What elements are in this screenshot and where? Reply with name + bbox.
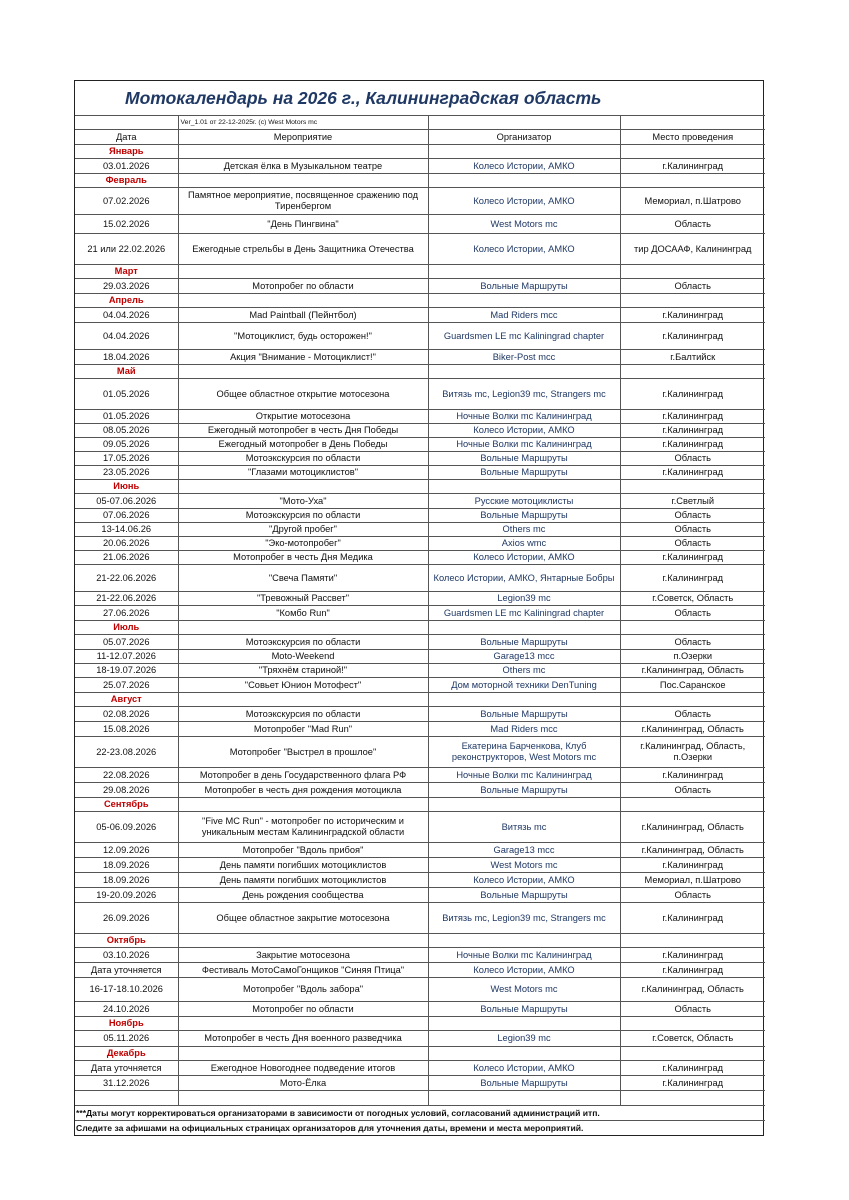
event-row [75,903,765,934]
month-spacer [428,480,620,494]
event-place: г.Советск, Область [620,592,765,606]
event-place: г.Калининград, Область [620,978,765,1002]
month-label: Июнь [75,480,178,494]
event-place: Область [620,635,765,650]
event-date: 08.05.2026 [75,424,178,438]
month-spacer [620,365,765,379]
event-date: 03.01.2026 [75,159,178,174]
event-name: Фестиваль МотоСамоГонщиков "Синяя Птица" [178,963,428,978]
month-spacer [178,798,428,812]
event-row [75,438,765,452]
event-organizer: Вольные Маршруты [428,707,620,722]
event-date: 29.08.2026 [75,783,178,798]
event-organizer: West Motors mc [428,215,620,234]
month-spacer [620,934,765,948]
event-organizer: Biker-Post mcc [428,350,620,365]
month-label: Ноябрь [75,1017,178,1031]
event-date: 18-19.07.2026 [75,664,178,678]
event-date: 21-22.06.2026 [75,592,178,606]
month-spacer [428,934,620,948]
event-organizer: Garage13 mcc [428,843,620,858]
month-spacer [178,265,428,279]
month-spacer [178,480,428,494]
event-row [75,523,765,537]
event-name: "Свеча Памяти" [178,565,428,592]
event-place: Область [620,707,765,722]
month-row [75,934,765,948]
event-row [75,308,765,323]
event-organizer: Колесо Истории, АМКО [428,159,620,174]
event-date: 21 или 22.02.2026 [75,234,178,265]
event-row [75,159,765,174]
event-organizer: Mad Riders mcc [428,308,620,323]
month-label: Сентябрь [75,798,178,812]
event-organizer: Вольные Маршруты [428,466,620,480]
event-date: 24.10.2026 [75,1002,178,1017]
event-row [75,1002,765,1017]
event-row [75,452,765,466]
event-organizer: Others mc [428,664,620,678]
event-row [75,565,765,592]
event-organizer: Дом моторной техники DenTuning [428,678,620,693]
event-place: г.Балтийск [620,350,765,365]
event-date: 22-23.08.2026 [75,737,178,768]
version-spacer [75,116,178,130]
event-organizer: Ночные Волки mc Калининград [428,768,620,783]
event-place: г.Калининград [620,410,765,424]
month-spacer [428,365,620,379]
event-name: Ежегодный мотопробег в честь Дня Победы [178,424,428,438]
event-date: 18.09.2026 [75,858,178,873]
event-date: 22.08.2026 [75,768,178,783]
event-place: г.Калининград [620,379,765,410]
event-place: г.Калининград [620,768,765,783]
page-title: Мотокалендарь на 2026 г., Калининградская область [75,81,765,116]
month-spacer [620,265,765,279]
event-date: 15.02.2026 [75,215,178,234]
event-organizer: Вольные Маршруты [428,279,620,294]
event-place: г.Калининград, Область [620,843,765,858]
event-organizer: Колесо Истории, АМКО [428,188,620,215]
event-organizer: Вольные Маршруты [428,452,620,466]
header-event: Мероприятие [178,130,428,145]
event-row [75,215,765,234]
month-spacer [178,145,428,159]
event-date: 09.05.2026 [75,438,178,452]
event-name: Открытие мотосезона [178,410,428,424]
event-date: 05-07.06.2026 [75,494,178,509]
event-date: 04.04.2026 [75,308,178,323]
event-name: Мотоэкскурсия по области [178,635,428,650]
event-name: Ежегодный мотопробег в День Победы [178,438,428,452]
event-name: "Тревожный Рассвет" [178,592,428,606]
event-name: Мотопробег в честь дня рождения мотоцикла [178,783,428,798]
event-date: 05-06.09.2026 [75,812,178,843]
event-row [75,963,765,978]
event-date: 17.05.2026 [75,452,178,466]
event-name: "Другой пробег" [178,523,428,537]
event-place: Область [620,1002,765,1017]
month-row [75,365,765,379]
event-row [75,1076,765,1091]
event-organizer: Вольные Маршруты [428,1002,620,1017]
event-name: Мотопробег в день Государственного флага РФ [178,768,428,783]
header-date: Дата [75,130,178,145]
event-place: г.Калининград [620,323,765,350]
event-name: Акция "Внимание - Мотоциклист!" [178,350,428,365]
event-name: Мотоэкскурсия по области [178,707,428,722]
event-name: "Тряхнём стариной!" [178,664,428,678]
event-place: г.Калининград [620,565,765,592]
event-organizer: Others mc [428,523,620,537]
month-label: Май [75,365,178,379]
event-place: Мемориал, п.Шатрово [620,188,765,215]
event-name: Памятное мероприятие, посвященное сражению под Тиренбергом [178,188,428,215]
event-date: 01.05.2026 [75,379,178,410]
event-organizer: West Motors mc [428,978,620,1002]
event-place: Область [620,452,765,466]
event-name: День памяти погибших мотоциклистов [178,873,428,888]
event-row [75,768,765,783]
event-organizer: Колесо Истории, АМКО [428,551,620,565]
event-name: Moto-Weekend [178,650,428,664]
event-place: г.Калининград [620,466,765,480]
event-row [75,978,765,1002]
event-row [75,1031,765,1047]
event-organizer: Ночные Волки mc Калининград [428,438,620,452]
month-spacer [178,365,428,379]
event-name: Общее областное открытие мотосезона [178,379,428,410]
event-row [75,466,765,480]
version-spacer [428,116,620,130]
event-date: Дата уточняется [75,963,178,978]
event-row [75,509,765,523]
event-date: 21-22.06.2026 [75,565,178,592]
event-name: Мотоэкскурсия по области [178,452,428,466]
month-row [75,480,765,494]
event-date: 11-12.07.2026 [75,650,178,664]
event-place: г.Калининград, Область, п.Озерки [620,737,765,768]
event-organizer: Axios wmc [428,537,620,551]
event-place: г.Калининград [620,903,765,934]
event-name: Ежегодное Новогоднее подведение итогов [178,1061,428,1076]
event-name: Детская ёлка в Музыкальном театре [178,159,428,174]
event-date: 27.06.2026 [75,606,178,621]
month-spacer [178,693,428,707]
event-row [75,812,765,843]
event-place: п.Озерки [620,650,765,664]
month-spacer [620,294,765,308]
month-spacer [178,174,428,188]
event-name: "Five MC Run" - мотопробег по историческим и уникальным местам Калининградской области [178,812,428,843]
event-place: г.Калининград [620,424,765,438]
event-row [75,234,765,265]
event-date: 23.05.2026 [75,466,178,480]
month-spacer [178,934,428,948]
event-date: 04.04.2026 [75,323,178,350]
event-name: "Глазами мотоциклистов" [178,466,428,480]
month-row [75,1047,765,1061]
event-place: Мемориал, п.Шатрово [620,873,765,888]
month-spacer [620,174,765,188]
event-place: Область [620,606,765,621]
month-label: Февраль [75,174,178,188]
month-label: Март [75,265,178,279]
event-name: День памяти погибших мотоциклистов [178,858,428,873]
event-row [75,707,765,722]
event-date: 02.08.2026 [75,707,178,722]
event-place: г.Калининград [620,1061,765,1076]
event-row [75,873,765,888]
event-row [75,350,765,365]
event-row [75,1061,765,1076]
event-name: Мотопробег "Вдоль прибоя" [178,843,428,858]
event-date: 20.06.2026 [75,537,178,551]
event-name: Мотопробег в честь Дня военного разведчика [178,1031,428,1047]
month-spacer [620,1047,765,1061]
month-row [75,1017,765,1031]
event-place: г.Калининград [620,858,765,873]
event-row [75,551,765,565]
footnote-follow: Следите за афишами на официальных страницах организаторов для уточнения даты, времени и места мероприятий. [76,1122,584,1133]
event-organizer: Legion39 mc [428,1031,620,1047]
event-date: 07.02.2026 [75,188,178,215]
event-row [75,678,765,693]
event-date: 16-17-18.10.2026 [75,978,178,1002]
event-place: г.Калининград, Область [620,812,765,843]
event-name: Мотопробег "Вдоль забора" [178,978,428,1002]
event-place: г.Калининград [620,308,765,323]
event-row [75,410,765,424]
event-place: г.Калининград [620,438,765,452]
event-date: 25.07.2026 [75,678,178,693]
month-label: Август [75,693,178,707]
event-row [75,858,765,873]
event-place: Область [620,537,765,551]
event-organizer: Витязь mc [428,812,620,843]
event-row [75,592,765,606]
event-place: Область [620,279,765,294]
event-name: Мотопробег по области [178,1002,428,1017]
event-date: 19-20.09.2026 [75,888,178,903]
month-spacer [428,145,620,159]
event-date: 13-14.06.26 [75,523,178,537]
event-row [75,888,765,903]
event-organizer: Вольные Маршруты [428,509,620,523]
month-spacer [428,693,620,707]
month-row [75,294,765,308]
event-date: 05.11.2026 [75,1031,178,1047]
event-place: г.Светлый [620,494,765,509]
event-place: Область [620,523,765,537]
month-spacer [428,1017,620,1031]
header-place: Место проведения [620,130,765,145]
month-label: Октябрь [75,934,178,948]
event-place: Пос.Саранское [620,678,765,693]
event-date: 18.04.2026 [75,350,178,365]
month-spacer [620,480,765,494]
event-date: 15.08.2026 [75,722,178,737]
event-name: Мотоэкскурсия по области [178,509,428,523]
event-name: Мотопробег в честь Дня Медика [178,551,428,565]
event-organizer: Витязь mc, Legion39 mc, Strangers mc [428,903,620,934]
blank-row [75,1091,765,1106]
event-row [75,606,765,621]
event-date: 31.12.2026 [75,1076,178,1091]
event-name: "День Пингвина" [178,215,428,234]
month-label: Январь [75,145,178,159]
event-name: "Совьет Юнион Мотофест" [178,678,428,693]
month-spacer [428,265,620,279]
month-spacer [620,145,765,159]
month-label: Декабрь [75,1047,178,1061]
event-organizer: Вольные Маршруты [428,888,620,903]
event-place: Область [620,783,765,798]
event-date: 26.09.2026 [75,903,178,934]
version-label: Ver_1.01 от 22-12-2025г. (c) West Motors mc [178,116,428,130]
event-place: г.Калининград [620,963,765,978]
event-row [75,537,765,551]
month-row [75,693,765,707]
event-organizer: Колесо Истории, АМКО, Янтарные Бобры [428,565,620,592]
event-name: "Комбо Run" [178,606,428,621]
event-name: Общее областное закрытие мотосезона [178,903,428,934]
month-row [75,145,765,159]
event-name: День рождения сообщества [178,888,428,903]
event-row [75,323,765,350]
event-row [75,843,765,858]
event-date: 18.09.2026 [75,873,178,888]
event-place: г.Калининград [620,159,765,174]
month-label: Апрель [75,294,178,308]
month-spacer [428,1047,620,1061]
event-organizer: Колесо Истории, АМКО [428,873,620,888]
month-spacer [620,1017,765,1031]
event-organizer: Вольные Маршруты [428,783,620,798]
event-organizer: Вольные Маршруты [428,1076,620,1091]
event-place: г.Калининград, Область [620,664,765,678]
event-organizer: Колесо Истории, АМКО [428,963,620,978]
event-organizer: Guardsmen LE mc Kaliningrad chapter [428,323,620,350]
event-date: 12.09.2026 [75,843,178,858]
event-organizer: Колесо Истории, АМКО [428,1061,620,1076]
calendar-sheet [74,80,764,1136]
month-spacer [178,1047,428,1061]
event-organizer: Витязь mc, Legion39 mc, Strangers mc [428,379,620,410]
event-row [75,188,765,215]
month-spacer [620,621,765,635]
event-date: 05.07.2026 [75,635,178,650]
event-name: Mad Paintball (Пейнтбол) [178,308,428,323]
event-organizer: West Motors mc [428,858,620,873]
month-spacer [178,294,428,308]
event-row [75,664,765,678]
footer-block [75,1091,765,1136]
month-spacer [178,1017,428,1031]
event-row [75,722,765,737]
event-date: 01.05.2026 [75,410,178,424]
event-name: Мотопробег "Mad Run" [178,722,428,737]
event-name: "Эко-мотопробег" [178,537,428,551]
month-spacer [620,798,765,812]
calendar-rows [75,145,765,1091]
event-organizer: Garage13 mcc [428,650,620,664]
event-row [75,494,765,509]
header-organizer: Организатор [428,130,620,145]
event-row [75,948,765,963]
event-name: Мото-Ёлка [178,1076,428,1091]
event-organizer: Русские мотоциклисты [428,494,620,509]
calendar-table [75,81,765,1135]
month-row [75,798,765,812]
event-place: г.Калининград, Область [620,722,765,737]
event-organizer: Ночные Волки mc Калининград [428,410,620,424]
month-row [75,265,765,279]
month-spacer [428,174,620,188]
month-spacer [428,294,620,308]
event-place: г.Советск, Область [620,1031,765,1047]
version-spacer [620,116,765,130]
event-date: Дата уточняется [75,1061,178,1076]
event-row [75,783,765,798]
footnote-weather: ***Даты могут корректироваться организаторами в зависимости от погодных условий, согласований администраций итп. [75,1106,765,1121]
event-organizer: Legion39 mc [428,592,620,606]
event-place: Область [620,888,765,903]
month-spacer [428,621,620,635]
event-date: 29.03.2026 [75,279,178,294]
event-date: 03.10.2026 [75,948,178,963]
event-row [75,379,765,410]
event-organizer: Екатерина Барченкова, Клуб реконструкторов, West Motors mc [428,737,620,768]
event-name: Мотопробег "Выстрел в прошлое" [178,737,428,768]
event-place: г.Калининград [620,551,765,565]
event-organizer: Колесо Истории, АМКО [428,424,620,438]
event-organizer: Колесо Истории, АМКО [428,234,620,265]
event-organizer: Mad Riders mcc [428,722,620,737]
event-place: тир ДОСААФ, Калининград [620,234,765,265]
event-row [75,279,765,294]
event-name: Закрытие мотосезона [178,948,428,963]
event-name: "Мотоциклист, будь осторожен!" [178,323,428,350]
event-organizer: Вольные Маршруты [428,635,620,650]
month-label: Июль [75,621,178,635]
event-organizer: Guardsmen LE mc Kaliningrad chapter [428,606,620,621]
event-row [75,650,765,664]
month-row [75,174,765,188]
event-row [75,635,765,650]
event-row [75,737,765,768]
month-spacer [620,693,765,707]
event-name: "Мото-Уха" [178,494,428,509]
event-name: Мотопробег по области [178,279,428,294]
month-row [75,621,765,635]
event-date: 21.06.2026 [75,551,178,565]
event-place: г.Калининград [620,1076,765,1091]
event-place: Область [620,215,765,234]
event-date: 07.06.2026 [75,509,178,523]
event-name: Ежегодные стрельбы в День Защитника Отечества [178,234,428,265]
event-place: Область [620,509,765,523]
event-place: г.Калининград [620,948,765,963]
month-spacer [428,798,620,812]
event-row [75,424,765,438]
event-organizer: Ночные Волки mc Калининград [428,948,620,963]
month-spacer [178,621,428,635]
